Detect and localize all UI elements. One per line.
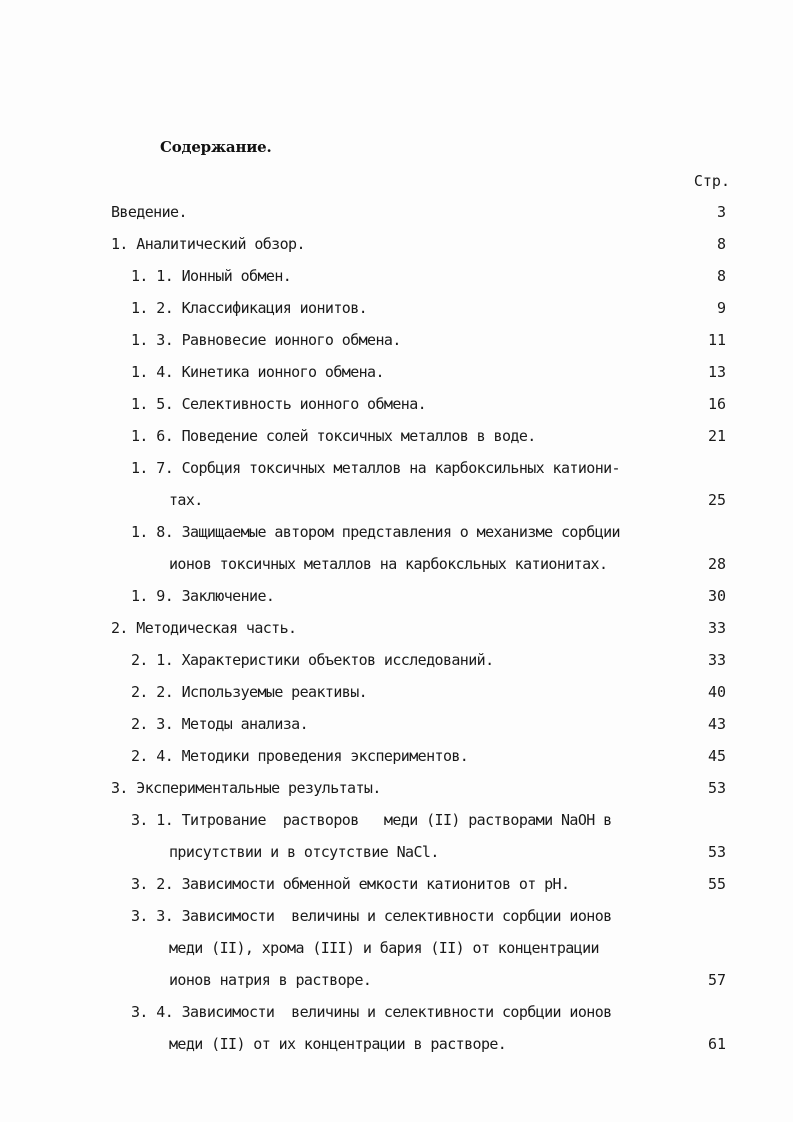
toc-entry-text: 3. 3. Зависимости величины и селективности сорбции ионов <box>131 907 612 925</box>
toc-entry-page: 3 <box>716 203 726 221</box>
toc-entry <box>0 582 793 610</box>
toc-entry-page: 40 <box>707 683 726 701</box>
toc-entry-text: 3. 1. Титрование растворов меди (II) растворами NaOH в <box>131 811 612 829</box>
toc-entry-text: 2. 2. Используемые реактивы. <box>131 683 368 701</box>
toc-entry-page: 53 <box>707 843 726 861</box>
toc-entry-text: 3. 4. Зависимости величины и селективности сорбции ионов <box>131 1003 612 1021</box>
toc-entry-page: 61 <box>707 1035 726 1053</box>
toc-entry-page: 43 <box>707 715 726 733</box>
toc-entry-page: 9 <box>716 299 726 317</box>
toc-entry <box>0 518 793 546</box>
toc-entry <box>0 646 793 674</box>
toc-entry <box>0 198 793 226</box>
toc-entry-continuation <box>0 966 793 994</box>
toc-entry-text: 2. 3. Методы анализа. <box>131 715 309 733</box>
toc-entry-continuation <box>0 934 793 962</box>
toc-entry-page: 21 <box>707 427 726 445</box>
page-column-label: Стр. <box>693 172 730 190</box>
toc-entry-page: 57 <box>707 971 726 989</box>
toc-entry-continuation <box>0 486 793 514</box>
toc-entry <box>0 710 793 738</box>
toc-entry-continuation <box>0 550 793 578</box>
toc-entry-page: 33 <box>707 651 726 669</box>
toc-entry <box>0 742 793 770</box>
toc-entry <box>0 806 793 834</box>
toc-entry-text: 1. Аналитический обзор. <box>111 235 305 253</box>
toc-entry <box>0 230 793 258</box>
toc-entry-text: 1. 9. Заключение. <box>131 587 275 605</box>
page-title: Содержание. <box>160 138 272 156</box>
toc-entry-page: 25 <box>707 491 726 509</box>
toc-entry-text: ионов натрия в растворе. <box>169 971 372 989</box>
toc-entry <box>0 422 793 450</box>
toc-entry <box>0 294 793 322</box>
toc-entry-text: 1. 5. Селективность ионного обмена. <box>131 395 427 413</box>
toc-entry-text: 3. 2. Зависимости обменной емкости катионитов от рН. <box>131 875 570 893</box>
toc-entry-page: 33 <box>707 619 726 637</box>
toc-entry-page: 53 <box>707 779 726 797</box>
toc-entry-text: 1. 8. Защищаемые автором представления о механизме сорбции <box>131 523 620 541</box>
toc-entry <box>0 390 793 418</box>
toc-entry-text: 3. Экспериментальные результаты. <box>111 779 381 797</box>
toc-entry <box>0 326 793 354</box>
toc-entry-text: меди (II) от их концентрации в растворе. <box>169 1035 507 1053</box>
toc-entry-page: 16 <box>707 395 726 413</box>
toc-entry <box>0 998 793 1026</box>
toc-entry-text: ионов токсичных металлов на карбоксльных катионитах. <box>169 555 608 573</box>
toc-entry-page: 55 <box>707 875 726 893</box>
toc-entry-text: 1. 2. Классификация ионитов. <box>131 299 368 317</box>
toc-entry-page: 8 <box>716 235 726 253</box>
toc-entry-text: 1. 6. Поведение солей токсичных металлов в воде. <box>131 427 536 445</box>
toc-entry-page: 11 <box>707 331 726 349</box>
toc-entry <box>0 358 793 386</box>
toc-entry <box>0 774 793 802</box>
toc-entry <box>0 678 793 706</box>
toc-entry-page: 8 <box>716 267 726 285</box>
toc-entry <box>0 902 793 930</box>
toc-entry-text: 1. 3. Равновесие ионного обмена. <box>131 331 401 349</box>
toc-entry-page: 30 <box>707 587 726 605</box>
toc-entry-text: 2. 4. Методики проведения экспериментов. <box>131 747 469 765</box>
toc-entry <box>0 870 793 898</box>
toc-entry-text: тах. <box>169 491 203 509</box>
toc-entry-text: 2. 1. Характеристики объектов исследований. <box>131 651 494 669</box>
toc-entry-page: 45 <box>707 747 726 765</box>
toc-entry-text: Введение. <box>111 203 187 221</box>
toc-entry-page: 13 <box>707 363 726 381</box>
toc-entry-text: 1. 4. Кинетика ионного обмена. <box>131 363 384 381</box>
toc-entry-text: 1. 1. Ионный обмен. <box>131 267 292 285</box>
toc-entry <box>0 262 793 290</box>
toc-entry <box>0 614 793 642</box>
toc-entry-text: меди (II), хрома (III) и бария (II) от концентрации <box>169 939 599 957</box>
toc-entry <box>0 454 793 482</box>
toc-entry-continuation <box>0 1030 793 1058</box>
toc-entry-text: 1. 7. Сорбция токсичных металлов на карбоксильных катиони- <box>131 459 620 477</box>
toc-entry-page: 28 <box>707 555 726 573</box>
toc-entry-text: 2. Методическая часть. <box>111 619 297 637</box>
toc-entry-text: присутствии и в отсутствие NaCl. <box>169 843 439 861</box>
toc-entry-continuation <box>0 838 793 866</box>
